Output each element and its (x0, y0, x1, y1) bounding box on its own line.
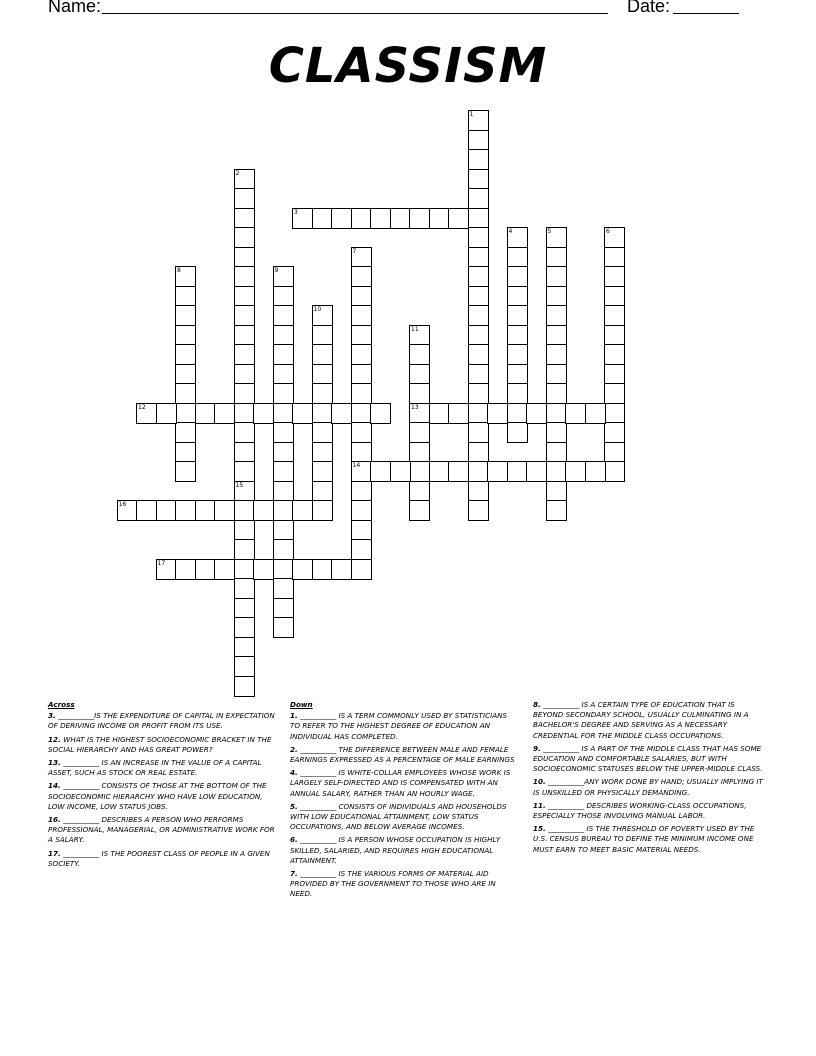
grid-cell[interactable] (234, 305, 255, 326)
grid-cell[interactable] (156, 500, 177, 521)
grid-cell[interactable] (604, 442, 625, 463)
grid-cell[interactable] (234, 169, 255, 190)
grid-cell[interactable] (331, 208, 352, 229)
clue (290, 869, 518, 900)
grid-cell[interactable] (175, 383, 196, 404)
grid-cell[interactable] (175, 305, 196, 326)
grid-cell[interactable] (468, 247, 489, 268)
grid-cell[interactable] (468, 208, 489, 229)
grid-cell[interactable] (234, 481, 255, 502)
grid-cell[interactable] (273, 305, 294, 326)
grid-cell[interactable] (604, 383, 625, 404)
grid-cell[interactable] (546, 227, 567, 248)
grid-cell[interactable] (195, 500, 216, 521)
grid-cell[interactable] (292, 208, 313, 229)
grid-cell[interactable] (507, 227, 528, 248)
clue-number: 13. (48, 758, 64, 768)
grid-cell[interactable] (546, 500, 567, 521)
grid-cell[interactable] (468, 481, 489, 502)
grid-cell[interactable] (312, 442, 333, 463)
grid-cell[interactable] (546, 461, 567, 482)
grid-cell[interactable] (351, 481, 372, 502)
down-clue-list (290, 711, 518, 899)
grid-cell[interactable] (351, 247, 372, 268)
grid-cell[interactable] (292, 403, 313, 424)
grid-cell[interactable] (117, 500, 138, 521)
grid-cell[interactable] (526, 461, 547, 482)
clue (533, 744, 765, 775)
grid-cell[interactable] (468, 266, 489, 287)
grid-cell[interactable] (546, 403, 567, 424)
clue-number: 10. (533, 777, 549, 787)
clue-text: __________ IS A PART OF THE MIDDLE CLASS THAT HAS SOME EDUCATION AND COMFORTABLE SALARIES, BUT WITH SOCIOECONOMIC STATUSES BELOW THE UPPER-MIDDLE CLASS. (533, 743, 763, 774)
grid-cell[interactable] (136, 500, 157, 521)
clue-number: 15 (235, 481, 244, 489)
clue (290, 745, 518, 765)
clue-number: 17. (48, 848, 64, 858)
grid-cell[interactable] (234, 598, 255, 619)
grid-cell[interactable] (468, 130, 489, 151)
grid-cell[interactable] (234, 539, 255, 560)
grid-cell[interactable] (312, 364, 333, 385)
grid-cell[interactable] (175, 559, 196, 580)
grid-cell[interactable] (507, 247, 528, 268)
grid-cell[interactable] (312, 403, 333, 424)
grid-cell[interactable] (234, 344, 255, 365)
clue-text: __________ DESCRIBES A PERSON WHO PERFORMS PROFESSIONAL, MANAGERIAL, OR ADMINISTRATIVE WORK FOR A SALARY. (48, 815, 275, 845)
grid-cell[interactable] (312, 461, 333, 482)
clue-text: __________ CONSISTS OF THOSE AT THE BOTTOM OF THE SOCIOECONOMIC HIERARCHY WHO HAVE LOW EDUCATION, LOW INCOME, LOW STATUS JOBS. (48, 781, 267, 811)
grid-cell[interactable] (546, 247, 567, 268)
grid-cell[interactable] (604, 403, 625, 424)
grid-cell[interactable] (175, 461, 196, 482)
grid-cell[interactable] (292, 559, 313, 580)
down-clues (290, 700, 518, 903)
grid-cell[interactable] (507, 305, 528, 326)
grid-cell[interactable] (273, 286, 294, 307)
grid-cell[interactable] (507, 364, 528, 385)
clue-number: 9 (274, 267, 279, 274)
grid-cell[interactable] (312, 208, 333, 229)
grid-cell[interactable] (409, 403, 430, 424)
grid-cell[interactable] (468, 422, 489, 443)
grid-cell[interactable] (409, 383, 430, 404)
date-label: Date: (627, 0, 671, 16)
grid-cell[interactable] (546, 364, 567, 385)
grid-cell[interactable] (253, 500, 274, 521)
clue (48, 815, 280, 846)
grid-cell[interactable] (351, 403, 372, 424)
clue-number: 16. (48, 815, 64, 825)
grid-cell[interactable] (468, 227, 489, 248)
clue (48, 849, 280, 869)
down-clues-continued (533, 700, 765, 858)
grid-cell[interactable] (409, 364, 430, 385)
grid-cell[interactable] (273, 598, 294, 619)
grid-cell[interactable] (468, 325, 489, 346)
clue-number: 15. (533, 824, 549, 834)
grid-cell[interactable] (448, 208, 469, 229)
grid-cell[interactable] (175, 325, 196, 346)
clue-number: 4. (290, 768, 301, 778)
grid-cell[interactable] (546, 266, 567, 287)
grid-cell[interactable] (409, 325, 430, 346)
clue-number: 11. (533, 800, 549, 810)
grid-cell[interactable] (156, 403, 177, 424)
grid-cell[interactable] (604, 422, 625, 443)
grid-cell[interactable] (390, 461, 411, 482)
grid-cell[interactable] (234, 208, 255, 229)
grid-cell[interactable] (585, 461, 606, 482)
grid-cell[interactable] (370, 403, 391, 424)
grid-cell[interactable] (448, 403, 469, 424)
grid-cell[interactable] (331, 403, 352, 424)
grid-cell[interactable] (273, 344, 294, 365)
clue (48, 711, 280, 731)
grid-cell[interactable] (273, 266, 294, 287)
clue-number: 7. (290, 869, 301, 879)
grid-cell[interactable] (234, 559, 255, 580)
clue (48, 781, 280, 812)
grid-cell[interactable] (507, 286, 528, 307)
grid-cell[interactable] (331, 559, 352, 580)
grid-cell[interactable] (312, 305, 333, 326)
grid-cell[interactable] (546, 325, 567, 346)
grid-cell[interactable] (312, 422, 333, 443)
grid-cell[interactable] (429, 208, 450, 229)
grid-cell[interactable] (234, 676, 255, 697)
grid-cell[interactable] (604, 266, 625, 287)
grid-cell[interactable] (312, 344, 333, 365)
grid-cell[interactable] (468, 383, 489, 404)
grid-cell[interactable] (351, 325, 372, 346)
grid-cell[interactable] (604, 305, 625, 326)
grid-cell[interactable] (585, 403, 606, 424)
grid-cell[interactable] (409, 344, 430, 365)
grid-cell[interactable] (604, 344, 625, 365)
grid-cell[interactable] (273, 520, 294, 541)
grid-cell[interactable] (487, 403, 508, 424)
clue-number: 17 (157, 559, 166, 567)
clue (290, 802, 518, 833)
clue-text: __________ THE DIFFERENCE BETWEEN MALE AND FEMALE EARNINGS EXPRESSED AS A PERCENTAGE OF MALE EARNINGS (290, 744, 515, 765)
grid-cell[interactable] (390, 208, 411, 229)
clue-text: WHAT IS THE HIGHEST SOCIOECONOMIC BRACKET IN THE SOCIAL HIERARCHY AND HAS GREAT POWER? (48, 734, 272, 754)
grid-cell[interactable] (604, 325, 625, 346)
grid-cell[interactable] (468, 149, 489, 170)
grid-cell[interactable] (351, 208, 372, 229)
clue-number: 14 (352, 462, 361, 469)
clue-number: 10 (313, 306, 322, 313)
grid-cell[interactable] (370, 208, 391, 229)
grid-cell[interactable] (546, 344, 567, 365)
grid-cell[interactable] (565, 461, 586, 482)
grid-cell[interactable] (604, 286, 625, 307)
grid-cell[interactable] (351, 461, 372, 482)
grid-cell[interactable] (546, 481, 567, 502)
clue-number: 5. (290, 801, 301, 811)
grid-cell[interactable] (507, 461, 528, 482)
grid-cell[interactable] (351, 500, 372, 521)
grid-cell[interactable] (214, 403, 235, 424)
clue-number: 8. (533, 700, 544, 709)
grid-cell[interactable] (409, 442, 430, 463)
grid-cell[interactable] (468, 403, 489, 424)
clue-number: 12 (138, 403, 146, 411)
grid-cell[interactable] (292, 500, 313, 521)
grid-cell[interactable] (273, 500, 294, 521)
grid-cell[interactable] (273, 461, 294, 482)
grid-cell[interactable] (195, 403, 216, 424)
grid-cell[interactable] (273, 539, 294, 560)
grid-cell[interactable] (175, 403, 196, 424)
grid-cell[interactable] (468, 110, 489, 131)
grid-cell[interactable] (507, 344, 528, 365)
grid-cell[interactable] (546, 305, 567, 326)
clue-text: __________ IS THE POOREST CLASS OF PEOPLE IN A GIVEN SOCIETY. (48, 848, 270, 868)
grid-cell[interactable] (234, 266, 255, 287)
clue-number: 7 (352, 247, 357, 255)
clue-text: __________ IS THE VARIOUS FORMS OF MATERIAL AID PROVIDED BY THE GOVERNMENT TO THOSE WHO ARE IN NEED. (290, 869, 496, 899)
grid-cell[interactable] (526, 403, 547, 424)
grid-cell[interactable] (175, 364, 196, 385)
grid-cell[interactable] (234, 500, 255, 521)
grid-cell[interactable] (604, 364, 625, 385)
clue-number: 2. (290, 744, 301, 754)
down-heading: Down (290, 700, 313, 709)
grid-cell[interactable] (273, 325, 294, 346)
clue-number: 3. (48, 711, 59, 721)
clue-text: __________ IS A TERM COMMONLY USED BY STATISTICIANS TO REFER TO THE HIGHEST DEGREE OF EDUCATION AN INDIVIDUAL HAS COMPLETED. (290, 711, 508, 741)
grid-cell[interactable] (234, 286, 255, 307)
grid-cell[interactable] (273, 364, 294, 385)
clue-number: 5 (547, 228, 552, 235)
grid-cell[interactable] (175, 442, 196, 463)
grid-cell[interactable] (234, 461, 255, 482)
grid-cell[interactable] (507, 325, 528, 346)
grid-cell[interactable] (604, 227, 625, 248)
grid-cell[interactable] (234, 188, 255, 209)
clue-number: 9. (533, 743, 544, 753)
clue (533, 777, 765, 797)
across-clue-list (48, 711, 280, 869)
grid-cell[interactable] (253, 559, 274, 580)
grid-cell[interactable] (546, 422, 567, 443)
grid-cell[interactable] (234, 656, 255, 677)
grid-cell[interactable] (273, 403, 294, 424)
grid-cell[interactable] (604, 461, 625, 482)
grid-cell[interactable] (351, 442, 372, 463)
grid-cell[interactable] (273, 578, 294, 599)
grid-cell[interactable] (214, 500, 235, 521)
grid-cell[interactable] (429, 403, 450, 424)
grid-cell[interactable] (546, 442, 567, 463)
clue-number: 16 (118, 501, 127, 508)
clue-text: __________ IS THE THRESHOLD OF POVERTY USED BY THE U.S. CENSUS BUREAU TO DEFINE THE MINIMUM INCOME ONE MUST EARN TO MEET BASIC MATERIAL NEEDS. (533, 824, 755, 854)
grid-cell[interactable] (234, 442, 255, 463)
grid-cell[interactable] (234, 422, 255, 443)
grid-cell[interactable] (273, 422, 294, 443)
grid-cell[interactable] (234, 520, 255, 541)
grid-cell[interactable] (468, 461, 489, 482)
grid-cell[interactable] (448, 461, 469, 482)
grid-cell[interactable] (312, 481, 333, 502)
clue (48, 735, 280, 755)
grid-cell[interactable] (370, 461, 391, 482)
grid-cell[interactable] (234, 578, 255, 599)
clue (290, 711, 518, 742)
grid-cell[interactable] (351, 266, 372, 287)
grid-cell[interactable] (507, 403, 528, 424)
grid-cell[interactable] (273, 617, 294, 638)
clue-number: 13 (411, 403, 419, 411)
down-clue-list-continued (533, 700, 765, 855)
grid-cell[interactable] (468, 442, 489, 463)
grid-cell[interactable] (409, 500, 430, 521)
grid-cell[interactable] (351, 383, 372, 404)
grid-cell[interactable] (351, 559, 372, 580)
grid-cell[interactable] (234, 227, 255, 248)
grid-cell[interactable] (312, 500, 333, 521)
page-title: CLASSISM (268, 38, 548, 94)
grid-cell[interactable] (409, 481, 430, 502)
clue-text: __________ANY WORK DONE BY HAND; USUALLY IMPLYING IT IS UNSKILLED OR PHYSICALLY DEMANDING. (533, 777, 763, 797)
clue (290, 835, 518, 866)
grid-cell[interactable] (312, 325, 333, 346)
grid-cell[interactable] (214, 559, 235, 580)
clue-number: 6 (606, 228, 610, 235)
name-label: Name: (48, 0, 102, 16)
clue-number: 6. (290, 835, 301, 845)
grid-cell[interactable] (468, 344, 489, 365)
clue-number: 4 (508, 228, 513, 235)
grid-cell[interactable] (546, 383, 567, 404)
clue-text: __________IS THE EXPENDITURE OF CAPITAL IN EXPECTATION OF DERIVING INCOME OR PROFIT FROM ITS USE. (48, 711, 275, 731)
grid-cell[interactable] (468, 169, 489, 190)
grid-cell[interactable] (195, 559, 216, 580)
grid-cell[interactable] (546, 286, 567, 307)
grid-cell[interactable] (351, 364, 372, 385)
grid-cell[interactable] (273, 481, 294, 502)
clue (290, 768, 518, 799)
clue-number: 1 (469, 111, 474, 118)
grid-cell[interactable] (565, 403, 586, 424)
grid-cell[interactable] (468, 305, 489, 326)
grid-cell[interactable] (312, 559, 333, 580)
grid-cell[interactable] (409, 208, 430, 229)
clue-number: 11 (411, 325, 419, 333)
across-clues (48, 700, 280, 872)
clue (533, 824, 765, 855)
grid-cell[interactable] (175, 266, 196, 287)
clue-text: __________ IS WHITE-COLLAR EMPLOYEES WHOSE WORK IS LARGELY SELF-DIRECTED AND IS COMPENSATED WITH AN ANNUAL SALARY, RATHER THAN AN HOURLY WAGE. (290, 768, 511, 798)
grid-cell[interactable] (468, 188, 489, 209)
grid-cell[interactable] (507, 422, 528, 443)
grid-cell[interactable] (175, 422, 196, 443)
grid-cell[interactable] (273, 383, 294, 404)
grid-cell[interactable] (234, 617, 255, 638)
clue-number: 12. (48, 734, 64, 744)
grid-cell[interactable] (351, 344, 372, 365)
grid-cell[interactable] (234, 247, 255, 268)
grid-cell[interactable] (175, 344, 196, 365)
clue (533, 801, 765, 821)
grid-cell[interactable] (468, 500, 489, 521)
grid-cell[interactable] (429, 461, 450, 482)
grid-cell[interactable] (175, 286, 196, 307)
grid-cell[interactable] (351, 305, 372, 326)
grid-cell[interactable] (234, 403, 255, 424)
across-heading: Across (48, 700, 75, 709)
grid-cell[interactable] (234, 637, 255, 658)
clue (48, 758, 280, 778)
grid-cell[interactable] (175, 500, 196, 521)
grid-cell[interactable] (507, 266, 528, 287)
clue-text: __________ CONSISTS OF INDIVIDUALS AND HOUSEHOLDS WITH LOW EDUCATIONAL ATTAINMENT, LOW STATUS OCCUPATIONS, AND BELOW AVERAGE INCOMES. (290, 801, 507, 832)
grid-cell[interactable] (273, 559, 294, 580)
clue-number: 14. (48, 781, 64, 791)
grid-cell[interactable] (351, 422, 372, 443)
grid-cell[interactable] (351, 539, 372, 560)
grid-cell[interactable] (351, 520, 372, 541)
clue-text: __________ IS A CERTAIN TYPE OF EDUCATION THAT IS BEYOND SECONDARY SCHOOL, USUALLY CULMINATING IN A BACHELOR'S DEGREE AND SERVING AS A NECESSARY CREDENTIAL FOR THE MIDDLE CLASS OCCUPATIONS. (533, 700, 749, 740)
clue-number: 3 (294, 208, 298, 216)
grid-cell[interactable] (468, 286, 489, 307)
grid-cell[interactable] (234, 383, 255, 404)
grid-cell[interactable] (409, 422, 430, 443)
grid-cell[interactable] (351, 286, 372, 307)
grid-cell[interactable] (312, 383, 333, 404)
grid-cell[interactable] (507, 383, 528, 404)
grid-cell[interactable] (409, 461, 430, 482)
grid-cell[interactable] (273, 442, 294, 463)
grid-cell[interactable] (234, 364, 255, 385)
grid-cell[interactable] (136, 403, 157, 424)
clue (533, 700, 765, 741)
clue-number: 2 (235, 169, 240, 177)
grid-cell[interactable] (234, 325, 255, 346)
clue-number: 8 (177, 267, 181, 274)
clue-text: __________ IS A PERSON WHOSE OCCUPATION IS HIGHLY SKILLED, SALARIED, AND REQUIRES HIGH EDUCATIONAL ATTAINMENT. (290, 835, 501, 865)
grid-cell[interactable] (487, 461, 508, 482)
clue-text: __________ IS AN INCREASE IN THE VALUE OF A CAPITAL ASSET, SUCH AS STOCK OR REAL ESTATE. (48, 758, 262, 778)
grid-cell[interactable] (468, 364, 489, 385)
clue-number: 1. (290, 711, 301, 721)
grid-cell[interactable] (253, 403, 274, 424)
grid-cell[interactable] (604, 247, 625, 268)
grid-cell[interactable] (156, 559, 177, 580)
clue-text: __________ DESCRIBES WORKING-CLASS OCCUPATIONS, ESPECIALLY THOSE INVOLVING MANUAL LABOR. (533, 800, 747, 821)
